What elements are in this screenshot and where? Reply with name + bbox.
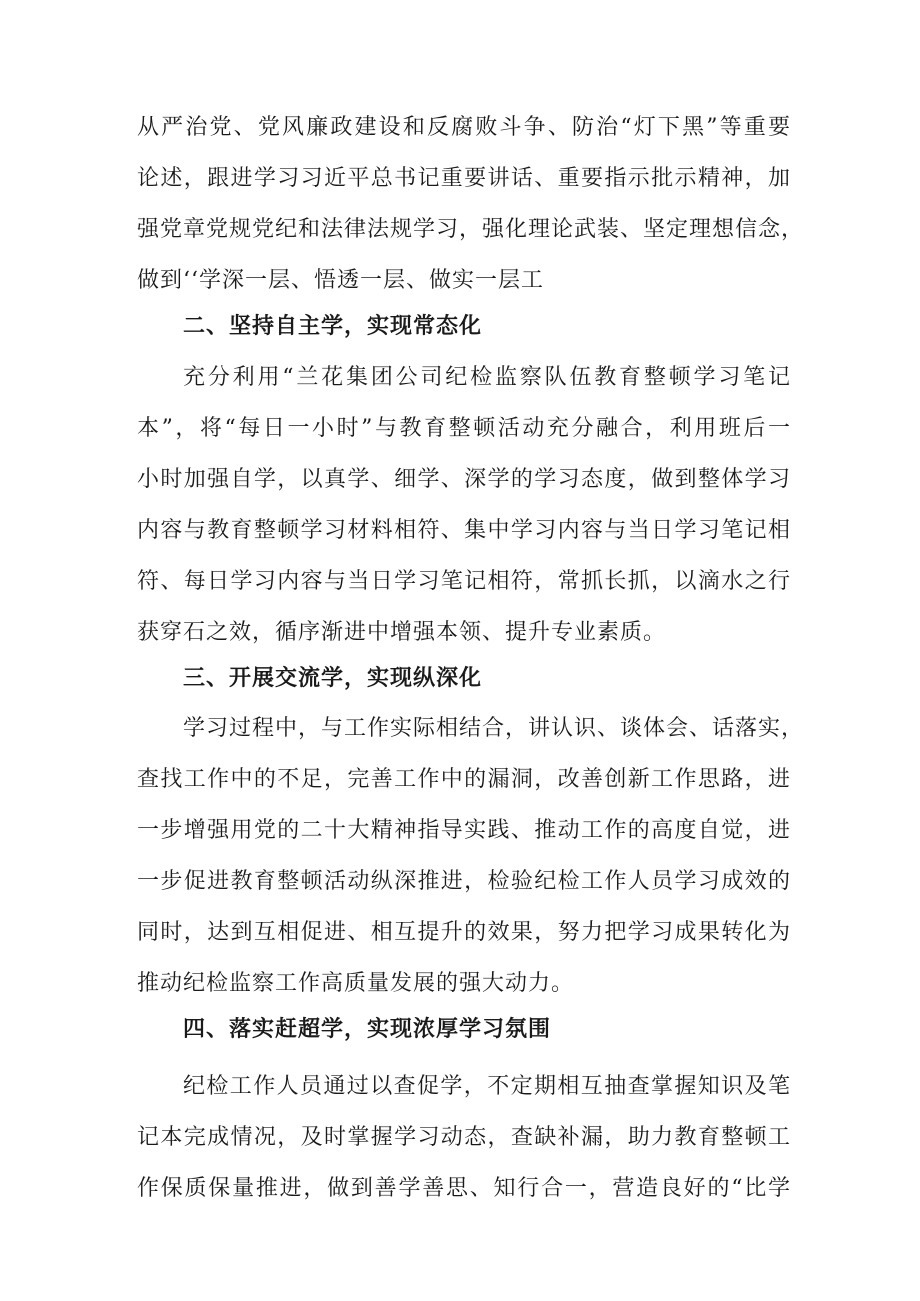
text-line: 充分利用“兰花集团公司纪检监察队伍教育整顿学习笔记 xyxy=(183,365,791,390)
text-line: 从严治党、党风廉政建设和反腐败斗争、防治“灯下黑”等重要 xyxy=(137,115,791,140)
text-line: 推动纪检监察工作高质量发展的强大动力。 xyxy=(137,971,575,996)
text-line: 内容与教育整顿学习材料相符、集中学习内容与当日学习笔记相 xyxy=(137,518,791,543)
text-line: 作保质保量推进，做到善学善思、知行合一，营造良好的“比学 xyxy=(137,1176,791,1201)
text-line: 获穿石之效，循序渐进中增强本领、提升专业素质。 xyxy=(137,620,667,645)
text-line: 本”，将“每日一小时”与教育整顿活动充分融合，利用班后一 xyxy=(137,416,791,441)
text-line: 小时加强自学，以真学、细学、深学的学习态度，做到整体学习 xyxy=(137,467,791,492)
text-line: 符、每日学习内容与当日学习笔记相符，常抓长抓，以滴水之行 xyxy=(137,569,791,594)
text-line: 纪检工作人员通过以查促学，不定期相互抽查掌握知识及笔 xyxy=(183,1074,791,1099)
section-heading: 三、开展交流学，实现纵深化 xyxy=(183,666,483,691)
text-line: 做到‘‘学深一层、悟透一层、做实一层工 xyxy=(137,268,544,293)
text-line: 记本完成情况，及时掌握学习动态，查缺补漏，助力教育整顿工 xyxy=(137,1125,791,1150)
text-line: 论述，跟进学习习近平总书记重要讲话、重要指示批示精神，加 xyxy=(137,166,791,191)
text-line: 一步促进教育整顿活动纵深推进，检验纪检工作人员学习成效的 xyxy=(137,869,791,894)
section-heading: 二、坚持自主学，实现常态化 xyxy=(183,314,483,339)
section-heading: 四、落实赶超学，实现浓厚学习氛围 xyxy=(183,1017,552,1042)
text-line: 查找工作中的不足，完善工作中的漏洞，改善创新工作思路，进 xyxy=(137,767,791,792)
text-line: 强党章党规党纪和法律法规学习，强化理论武装、坚定理想信念， xyxy=(137,217,805,242)
text-line: 同时，达到互相促进、相互提升的效果，努力把学习成果转化为 xyxy=(137,920,791,945)
text-line: 学习过程中，与工作实际相结合，讲认识、谈体会、话落实， xyxy=(183,716,805,741)
text-line: 一步增强用党的二十大精神指导实践、推动工作的高度自觉，进 xyxy=(137,818,791,843)
